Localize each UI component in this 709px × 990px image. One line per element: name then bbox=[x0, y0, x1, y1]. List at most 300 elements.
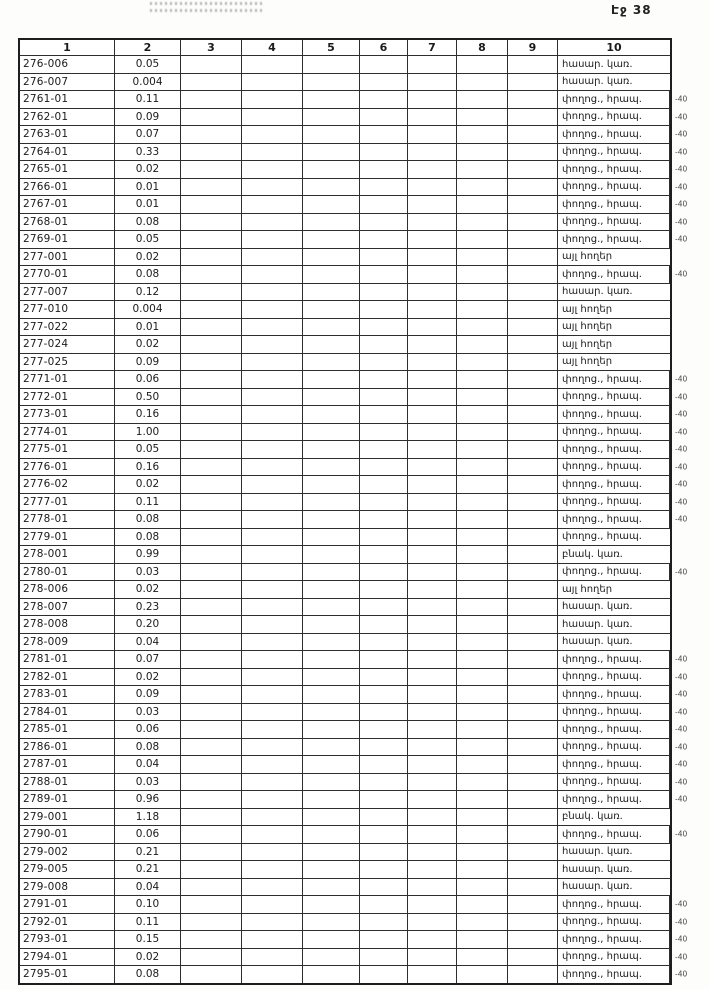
empty-cell bbox=[408, 476, 457, 493]
area-value-cell: 0.09 bbox=[115, 354, 181, 371]
land-use-cell: փողոց., հրապ. bbox=[562, 531, 642, 543]
empty-cell bbox=[242, 651, 303, 668]
parcel-code-cell: 277-022 bbox=[20, 319, 115, 336]
empty-cell bbox=[408, 74, 457, 91]
empty-cell bbox=[181, 651, 242, 668]
table-row bbox=[20, 475, 688, 493]
empty-cell bbox=[457, 459, 508, 476]
parcel-code-cell: 2784-01 bbox=[20, 704, 115, 721]
empty-cell bbox=[303, 931, 360, 948]
empty-cell bbox=[360, 406, 408, 423]
empty-cell bbox=[457, 669, 508, 686]
empty-cell bbox=[457, 931, 508, 948]
empty-cell bbox=[303, 249, 360, 266]
empty-cell bbox=[457, 179, 508, 196]
margin-annotation: -40 bbox=[675, 234, 688, 244]
empty-cell bbox=[457, 109, 508, 126]
empty-cell bbox=[242, 669, 303, 686]
area-value-cell: 0.96 bbox=[115, 791, 181, 808]
area-value-cell: 0.10 bbox=[115, 896, 181, 913]
area-value-cell: 0.02 bbox=[115, 249, 181, 266]
area-value-cell: 0.08 bbox=[115, 529, 181, 546]
empty-cell bbox=[408, 581, 457, 598]
empty-cell bbox=[360, 721, 408, 738]
empty-cell bbox=[408, 109, 457, 126]
empty-cell bbox=[181, 319, 242, 336]
empty-cell bbox=[408, 126, 457, 143]
table-row bbox=[20, 930, 688, 948]
empty-cell bbox=[457, 441, 508, 458]
parcel-code-cell: 277-025 bbox=[20, 354, 115, 371]
empty-cell bbox=[181, 721, 242, 738]
parcel-code-cell: 278-006 bbox=[20, 581, 115, 598]
area-value-cell: 0.04 bbox=[115, 756, 181, 773]
empty-cell bbox=[181, 686, 242, 703]
table-row bbox=[20, 615, 670, 633]
table-row bbox=[20, 843, 670, 861]
land-use-cell: փողոց., հրապ. bbox=[558, 931, 670, 948]
faint-print-line bbox=[150, 9, 265, 12]
area-value-cell: 0.06 bbox=[115, 721, 181, 738]
margin-annotation: -40 bbox=[675, 147, 688, 157]
empty-cell bbox=[303, 441, 360, 458]
empty-cell bbox=[181, 336, 242, 353]
land-use-cell: փողոց., հրապ. bbox=[558, 109, 670, 126]
land-use-cell: այլ հողեր bbox=[562, 356, 613, 368]
empty-cell bbox=[360, 476, 408, 493]
empty-cell bbox=[457, 581, 508, 598]
land-use-cell: փողոց., հրապ. bbox=[558, 91, 670, 108]
empty-cell bbox=[360, 529, 408, 546]
empty-cell bbox=[181, 564, 242, 581]
empty-cell bbox=[303, 844, 360, 861]
land-use-cell: փողոց., հրապ. bbox=[558, 196, 670, 213]
empty-cell bbox=[457, 949, 508, 966]
empty-cell bbox=[408, 161, 457, 178]
empty-cell bbox=[508, 126, 558, 143]
empty-cell bbox=[360, 74, 408, 91]
empty-cell bbox=[181, 669, 242, 686]
empty-cell bbox=[408, 564, 457, 581]
parcel-code-cell: 2790-01 bbox=[20, 826, 115, 843]
table-row bbox=[20, 90, 688, 108]
margin-annotation: -40 bbox=[675, 427, 688, 437]
area-value-cell: 0.01 bbox=[115, 319, 181, 336]
empty-cell bbox=[303, 546, 360, 563]
empty-cell bbox=[303, 739, 360, 756]
empty-cell bbox=[303, 669, 360, 686]
empty-cell bbox=[360, 161, 408, 178]
empty-cell bbox=[408, 616, 457, 633]
empty-cell bbox=[303, 809, 360, 826]
empty-cell bbox=[457, 704, 508, 721]
empty-cell bbox=[457, 756, 508, 773]
empty-cell bbox=[181, 634, 242, 651]
empty-cell bbox=[508, 494, 558, 511]
table-row bbox=[20, 248, 670, 266]
margin-annotation: -40 bbox=[675, 479, 688, 489]
empty-cell bbox=[181, 896, 242, 913]
empty-cell bbox=[242, 931, 303, 948]
parcel-code-cell: 2788-01 bbox=[20, 774, 115, 791]
empty-cell bbox=[408, 739, 457, 756]
table-row bbox=[20, 73, 670, 91]
empty-cell bbox=[303, 634, 360, 651]
empty-cell bbox=[408, 949, 457, 966]
empty-cell bbox=[508, 861, 558, 878]
empty-cell bbox=[408, 249, 457, 266]
empty-cell bbox=[408, 826, 457, 843]
empty-cell bbox=[360, 616, 408, 633]
empty-cell bbox=[303, 774, 360, 791]
empty-cell bbox=[242, 126, 303, 143]
land-use-cell: հասար. կառ. bbox=[562, 881, 633, 893]
empty-cell bbox=[360, 459, 408, 476]
empty-cell bbox=[508, 249, 558, 266]
empty-cell bbox=[360, 231, 408, 248]
land-use-cell: փողոց., հրապ. bbox=[558, 179, 670, 196]
empty-cell bbox=[457, 266, 508, 283]
area-value-cell: 1.00 bbox=[115, 424, 181, 441]
table-header-row bbox=[20, 40, 670, 55]
empty-cell bbox=[508, 844, 558, 861]
parcel-code-cell: 2787-01 bbox=[20, 756, 115, 773]
margin-annotation: -40 bbox=[675, 269, 688, 279]
area-value-cell: 0.08 bbox=[115, 739, 181, 756]
column-header-6: 6 bbox=[360, 40, 408, 55]
empty-cell bbox=[508, 634, 558, 651]
empty-cell bbox=[303, 791, 360, 808]
area-value-cell: 0.21 bbox=[115, 844, 181, 861]
land-use-cell: փողոց., հրապ. bbox=[558, 949, 670, 966]
empty-cell bbox=[508, 389, 558, 406]
table-row bbox=[20, 230, 688, 248]
empty-cell bbox=[242, 809, 303, 826]
margin-annotation: -40 bbox=[675, 199, 688, 209]
table-row bbox=[20, 213, 688, 231]
empty-cell bbox=[508, 284, 558, 301]
table-row bbox=[20, 318, 670, 336]
empty-cell bbox=[181, 266, 242, 283]
empty-cell bbox=[303, 599, 360, 616]
empty-cell bbox=[457, 896, 508, 913]
parcel-code-cell: 2794-01 bbox=[20, 949, 115, 966]
empty-cell bbox=[181, 179, 242, 196]
empty-cell bbox=[408, 669, 457, 686]
margin-annotation: -40 bbox=[675, 182, 688, 192]
column-header-9: 9 bbox=[508, 40, 558, 55]
empty-cell bbox=[360, 179, 408, 196]
empty-cell bbox=[242, 196, 303, 213]
area-value-cell: 0.01 bbox=[115, 179, 181, 196]
land-use-cell: փողոց., հրապ. bbox=[558, 721, 670, 738]
empty-cell bbox=[508, 616, 558, 633]
parcel-code-cell: 2762-01 bbox=[20, 109, 115, 126]
empty-cell bbox=[508, 476, 558, 493]
empty-cell bbox=[242, 616, 303, 633]
empty-cell bbox=[408, 494, 457, 511]
empty-cell bbox=[408, 599, 457, 616]
empty-cell bbox=[303, 231, 360, 248]
land-use-cell: փողոց., հրապ. bbox=[558, 266, 670, 283]
empty-cell bbox=[360, 266, 408, 283]
empty-cell bbox=[457, 826, 508, 843]
parcel-code-cell: 278-009 bbox=[20, 634, 115, 651]
empty-cell bbox=[242, 949, 303, 966]
empty-cell bbox=[408, 529, 457, 546]
margin-annotation: -40 bbox=[675, 917, 688, 927]
empty-cell bbox=[408, 774, 457, 791]
table-row bbox=[20, 353, 670, 371]
empty-cell bbox=[242, 914, 303, 931]
empty-cell bbox=[408, 406, 457, 423]
margin-annotation: -40 bbox=[675, 742, 688, 752]
empty-cell bbox=[181, 511, 242, 528]
table-row bbox=[20, 370, 688, 388]
empty-cell bbox=[303, 861, 360, 878]
empty-cell bbox=[242, 879, 303, 896]
table-row bbox=[20, 545, 670, 563]
parcel-code-cell: 278-001 bbox=[20, 546, 115, 563]
table-row bbox=[20, 773, 688, 791]
empty-cell bbox=[181, 546, 242, 563]
land-use-cell: փողոց., հրապ. bbox=[558, 669, 670, 686]
empty-cell bbox=[457, 634, 508, 651]
empty-cell bbox=[457, 126, 508, 143]
empty-cell bbox=[181, 74, 242, 91]
empty-cell bbox=[508, 214, 558, 231]
margin-annotation: -40 bbox=[675, 112, 688, 122]
parcel-code-cell: 2775-01 bbox=[20, 441, 115, 458]
empty-cell bbox=[457, 424, 508, 441]
empty-cell bbox=[242, 179, 303, 196]
parcel-code-cell: 2768-01 bbox=[20, 214, 115, 231]
empty-cell bbox=[242, 966, 303, 983]
empty-cell bbox=[508, 826, 558, 843]
empty-cell bbox=[360, 756, 408, 773]
empty-cell bbox=[181, 966, 242, 983]
parcel-code-cell: 2783-01 bbox=[20, 686, 115, 703]
parcel-code-cell: 279-001 bbox=[20, 809, 115, 826]
empty-cell bbox=[181, 196, 242, 213]
empty-cell bbox=[360, 949, 408, 966]
column-header-8: 8 bbox=[457, 40, 508, 55]
area-value-cell: 0.11 bbox=[115, 494, 181, 511]
land-use-cell: փողոց., հրապ. bbox=[558, 564, 670, 581]
empty-cell bbox=[242, 494, 303, 511]
area-value-cell: 0.04 bbox=[115, 634, 181, 651]
empty-cell bbox=[303, 389, 360, 406]
empty-cell bbox=[242, 214, 303, 231]
area-value-cell: 0.09 bbox=[115, 109, 181, 126]
empty-cell bbox=[457, 406, 508, 423]
empty-cell bbox=[508, 564, 558, 581]
empty-cell bbox=[181, 56, 242, 73]
empty-cell bbox=[360, 144, 408, 161]
table-row bbox=[20, 178, 688, 196]
empty-cell bbox=[303, 949, 360, 966]
margin-annotation: -40 bbox=[675, 164, 688, 174]
land-use-cell: բնակ. կառ. bbox=[562, 811, 623, 823]
land-use-cell: այլ հողեր bbox=[562, 583, 613, 595]
empty-cell bbox=[408, 91, 457, 108]
empty-cell bbox=[242, 161, 303, 178]
area-value-cell: 0.20 bbox=[115, 616, 181, 633]
empty-cell bbox=[242, 249, 303, 266]
land-use-cell: հասար. կառ. bbox=[562, 618, 633, 630]
empty-cell bbox=[508, 756, 558, 773]
margin-annotation: -40 bbox=[675, 952, 688, 962]
column-header-3: 3 bbox=[181, 40, 242, 55]
margin-annotation: -40 bbox=[675, 899, 688, 909]
empty-cell bbox=[303, 161, 360, 178]
empty-cell bbox=[303, 826, 360, 843]
parcel-code-cell: 277-007 bbox=[20, 284, 115, 301]
empty-cell bbox=[303, 196, 360, 213]
empty-cell bbox=[242, 756, 303, 773]
empty-cell bbox=[181, 949, 242, 966]
empty-cell bbox=[508, 266, 558, 283]
table-row bbox=[20, 160, 688, 178]
empty-cell bbox=[242, 284, 303, 301]
empty-cell bbox=[360, 774, 408, 791]
empty-cell bbox=[408, 651, 457, 668]
empty-cell bbox=[303, 756, 360, 773]
empty-cell bbox=[242, 721, 303, 738]
empty-cell bbox=[457, 56, 508, 73]
area-value-cell: 0.06 bbox=[115, 371, 181, 388]
land-use-cell: փողոց., հրապ. bbox=[558, 476, 670, 493]
empty-cell bbox=[360, 441, 408, 458]
empty-cell bbox=[303, 179, 360, 196]
area-value-cell: 0.02 bbox=[115, 581, 181, 598]
empty-cell bbox=[508, 529, 558, 546]
empty-cell bbox=[408, 336, 457, 353]
table-row bbox=[20, 283, 670, 301]
empty-cell bbox=[242, 896, 303, 913]
empty-cell bbox=[508, 546, 558, 563]
empty-cell bbox=[457, 791, 508, 808]
empty-cell bbox=[508, 74, 558, 91]
land-use-cell: փողոց., հրապ. bbox=[558, 686, 670, 703]
parcel-code-cell: 2782-01 bbox=[20, 669, 115, 686]
margin-annotation: -40 bbox=[675, 217, 688, 227]
empty-cell bbox=[181, 459, 242, 476]
table-row bbox=[20, 738, 688, 756]
empty-cell bbox=[181, 826, 242, 843]
empty-cell bbox=[508, 91, 558, 108]
empty-cell bbox=[303, 651, 360, 668]
empty-cell bbox=[303, 529, 360, 546]
land-use-cell: այլ հողեր bbox=[562, 338, 613, 350]
area-value-cell: 0.02 bbox=[115, 949, 181, 966]
empty-cell bbox=[360, 791, 408, 808]
empty-cell bbox=[303, 284, 360, 301]
land-parcel-table bbox=[18, 38, 688, 985]
table-row bbox=[20, 825, 688, 843]
empty-cell bbox=[360, 826, 408, 843]
area-value-cell: 0.11 bbox=[115, 914, 181, 931]
table-row bbox=[20, 878, 670, 896]
empty-cell bbox=[408, 546, 457, 563]
empty-cell bbox=[408, 511, 457, 528]
margin-annotation: -40 bbox=[675, 794, 688, 804]
empty-cell bbox=[303, 371, 360, 388]
empty-cell bbox=[242, 354, 303, 371]
empty-cell bbox=[181, 126, 242, 143]
empty-cell bbox=[181, 371, 242, 388]
empty-cell bbox=[242, 319, 303, 336]
empty-cell bbox=[360, 301, 408, 318]
parcel-code-cell: 276-007 bbox=[20, 74, 115, 91]
empty-cell bbox=[408, 319, 457, 336]
empty-cell bbox=[242, 91, 303, 108]
column-header-2: 2 bbox=[115, 40, 181, 55]
empty-cell bbox=[242, 74, 303, 91]
empty-cell bbox=[181, 879, 242, 896]
parcel-code-cell: 2779-01 bbox=[20, 529, 115, 546]
table-row bbox=[20, 808, 670, 826]
area-value-cell: 0.08 bbox=[115, 966, 181, 983]
table-row bbox=[20, 493, 688, 511]
area-value-cell: 0.50 bbox=[115, 389, 181, 406]
parcel-code-cell: 277-010 bbox=[20, 301, 115, 318]
empty-cell bbox=[242, 109, 303, 126]
margin-annotation: -40 bbox=[675, 672, 688, 682]
empty-cell bbox=[508, 966, 558, 983]
empty-cell bbox=[508, 371, 558, 388]
empty-cell bbox=[457, 616, 508, 633]
empty-cell bbox=[360, 809, 408, 826]
empty-cell bbox=[181, 914, 242, 931]
empty-cell bbox=[408, 791, 457, 808]
faint-print-line bbox=[150, 2, 265, 5]
table-row bbox=[20, 580, 670, 598]
empty-cell bbox=[181, 389, 242, 406]
empty-cell bbox=[457, 844, 508, 861]
empty-cell bbox=[360, 284, 408, 301]
empty-cell bbox=[408, 389, 457, 406]
area-value-cell: 0.08 bbox=[115, 214, 181, 231]
empty-cell bbox=[508, 721, 558, 738]
empty-cell bbox=[508, 179, 558, 196]
empty-cell bbox=[360, 336, 408, 353]
area-value-cell: 0.08 bbox=[115, 511, 181, 528]
empty-cell bbox=[508, 406, 558, 423]
margin-annotation: -40 bbox=[675, 409, 688, 419]
empty-cell bbox=[303, 126, 360, 143]
land-use-cell: այլ հողեր bbox=[562, 321, 613, 333]
area-value-cell: 0.05 bbox=[115, 231, 181, 248]
empty-cell bbox=[508, 896, 558, 913]
empty-cell bbox=[508, 739, 558, 756]
area-value-cell: 0.01 bbox=[115, 196, 181, 213]
empty-cell bbox=[408, 231, 457, 248]
margin-annotation: -40 bbox=[675, 654, 688, 664]
empty-cell bbox=[242, 599, 303, 616]
empty-cell bbox=[457, 91, 508, 108]
area-value-cell: 0.21 bbox=[115, 861, 181, 878]
land-use-cell: փողոց., հրապ. bbox=[558, 126, 670, 143]
empty-cell bbox=[242, 791, 303, 808]
empty-cell bbox=[408, 214, 457, 231]
area-value-cell: 0.06 bbox=[115, 826, 181, 843]
table-row bbox=[20, 860, 670, 878]
empty-cell bbox=[360, 56, 408, 73]
empty-cell bbox=[360, 319, 408, 336]
parcel-code-cell: 2772-01 bbox=[20, 389, 115, 406]
empty-cell bbox=[181, 91, 242, 108]
